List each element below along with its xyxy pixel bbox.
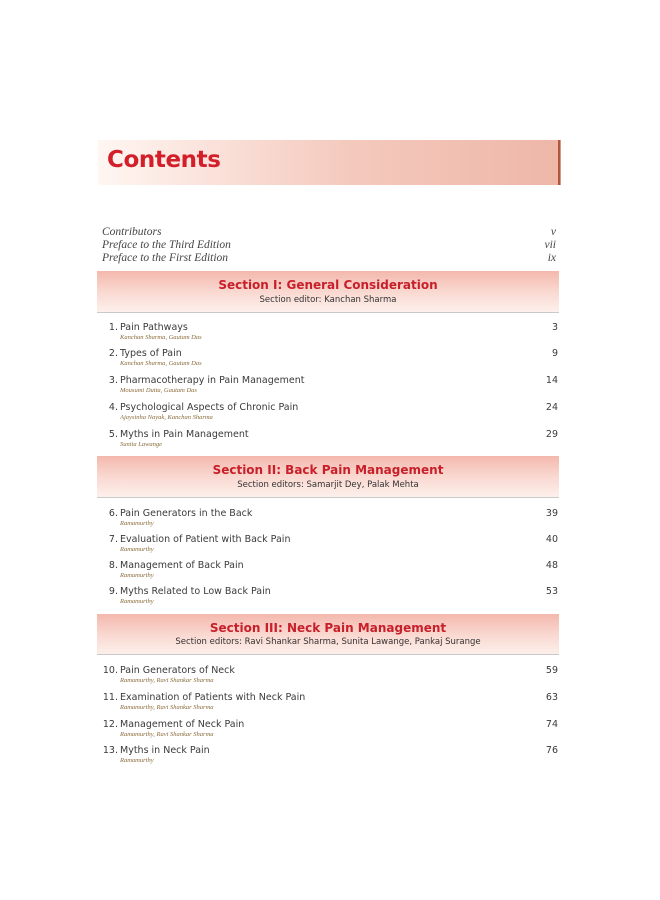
chapter-page: 63 [545,692,558,703]
front-matter-contributors[interactable]: Contributors [102,226,162,238]
chapter-authors: Ramamurthy [120,757,154,764]
section-3-editor: Section editors: Ravi Shankar Sharma, Sunita Lawange, Pankaj Surange [175,637,481,647]
chapter-12[interactable] [100,719,560,739]
chapter-page: 76 [545,745,558,756]
chapter-title: Psychological Aspects of Chronic Pain [120,402,299,413]
chapter-authors: Mousumi Dutta, Gautam Das [120,387,197,394]
chapter-2[interactable] [100,348,560,368]
chapter-3[interactable] [100,375,560,395]
front-matter-preface-first[interactable]: Preface to the First Edition [102,252,229,264]
chapter-4[interactable] [100,402,560,422]
chapter-authors: Ajaysinha Nayak, Kanchan Sharma [120,414,213,421]
chapter-title: Types of Pain [120,348,182,359]
chapter-authors: Sunita Lawange [120,441,163,448]
front-matter-preface-third-page: vii [544,239,556,251]
chapter-8[interactable] [100,560,560,580]
chapter-number: 5. [108,429,118,440]
chapter-authors: Ramamurthy, Ravi Shankar Sharma [120,731,214,738]
chapter-number: 7. [108,534,118,545]
chapter-1[interactable] [100,322,560,342]
chapter-page: 74 [545,719,558,730]
chapter-authors: Ramamurthy [120,546,154,553]
front-matter-preface-first-page: ix [547,252,556,264]
chapter-title: Pain Generators in the Back [120,508,253,519]
chapter-number: 10. [102,665,118,676]
chapter-title: Myths in Neck Pain [120,745,210,756]
chapter-number: 3. [108,375,118,386]
chapter-number: 8. [108,560,118,571]
chapter-7[interactable] [100,534,560,554]
chapter-authors: Ramamurthy, Ravi Shankar Sharma [120,704,214,711]
chapter-number: 9. [108,586,118,597]
chapter-number: 13. [102,745,118,756]
chapter-11[interactable] [100,692,560,712]
section-2-editor: Section editors: Samarjit Dey, Palak Mehta [237,480,419,490]
chapter-9[interactable] [100,586,560,606]
chapter-number: 6. [108,508,118,519]
chapter-10[interactable] [100,665,560,685]
chapter-title: Management of Neck Pain [120,719,245,730]
chapter-number: 1. [108,322,118,333]
chapter-page: 14 [545,375,558,386]
chapter-5[interactable] [100,429,560,449]
chapter-number: 12. [102,719,118,730]
front-matter-contributors-page: v [550,226,556,238]
chapter-number: 4. [108,402,118,413]
chapter-title: Myths Related to Low Back Pain [120,586,271,597]
chapter-authors: Kanchan Sharma, Gautam Das [120,360,202,367]
chapter-number: 2. [108,348,118,359]
chapter-title: Examination of Patients with Neck Pain [120,692,306,703]
section-1-editor: Section editor: Kanchan Sharma [259,295,397,305]
chapter-number: 11. [102,692,118,703]
chapter-authors: Ramamurthy [120,572,154,579]
chapter-page: 3 [551,322,558,333]
chapter-page: 39 [545,508,558,519]
chapter-title: Pain Generators of Neck [120,665,235,676]
section-2-divider [97,497,559,498]
section-3-title: Section III: Neck Pain Management [209,621,447,635]
chapter-title: Evaluation of Patient with Back Pain [120,534,291,545]
chapter-page: 24 [545,402,558,413]
chapter-authors: Ramamurthy [120,598,154,605]
chapter-title: Myths in Pain Management [120,429,249,440]
chapter-page: 48 [545,560,558,571]
chapter-page: 40 [545,534,558,545]
front-matter-preface-third[interactable]: Preface to the Third Edition [102,239,231,251]
page-title: Contents [107,147,221,173]
chapter-authors: Ramamurthy [120,520,154,527]
section-1-title: Section I: General Consideration [218,278,438,292]
chapter-title: Management of Back Pain [120,560,244,571]
chapter-title: Pharmacotherapy in Pain Management [120,375,305,386]
chapter-page: 59 [545,665,558,676]
chapter-page: 53 [545,586,558,597]
section-3-divider [97,654,559,655]
chapter-authors: Kanchan Sharma, Gautam Das [120,334,202,341]
chapter-13[interactable] [100,745,560,765]
chapter-title: Pain Pathways [120,322,188,333]
chapter-page: 29 [545,429,558,440]
chapter-page: 9 [551,348,558,359]
section-2-title: Section II: Back Pain Management [212,463,444,477]
section-1-divider [97,312,559,313]
chapter-6[interactable] [100,508,560,528]
chapter-authors: Ramamurthy, Ravi Shankar Sharma [120,677,214,684]
